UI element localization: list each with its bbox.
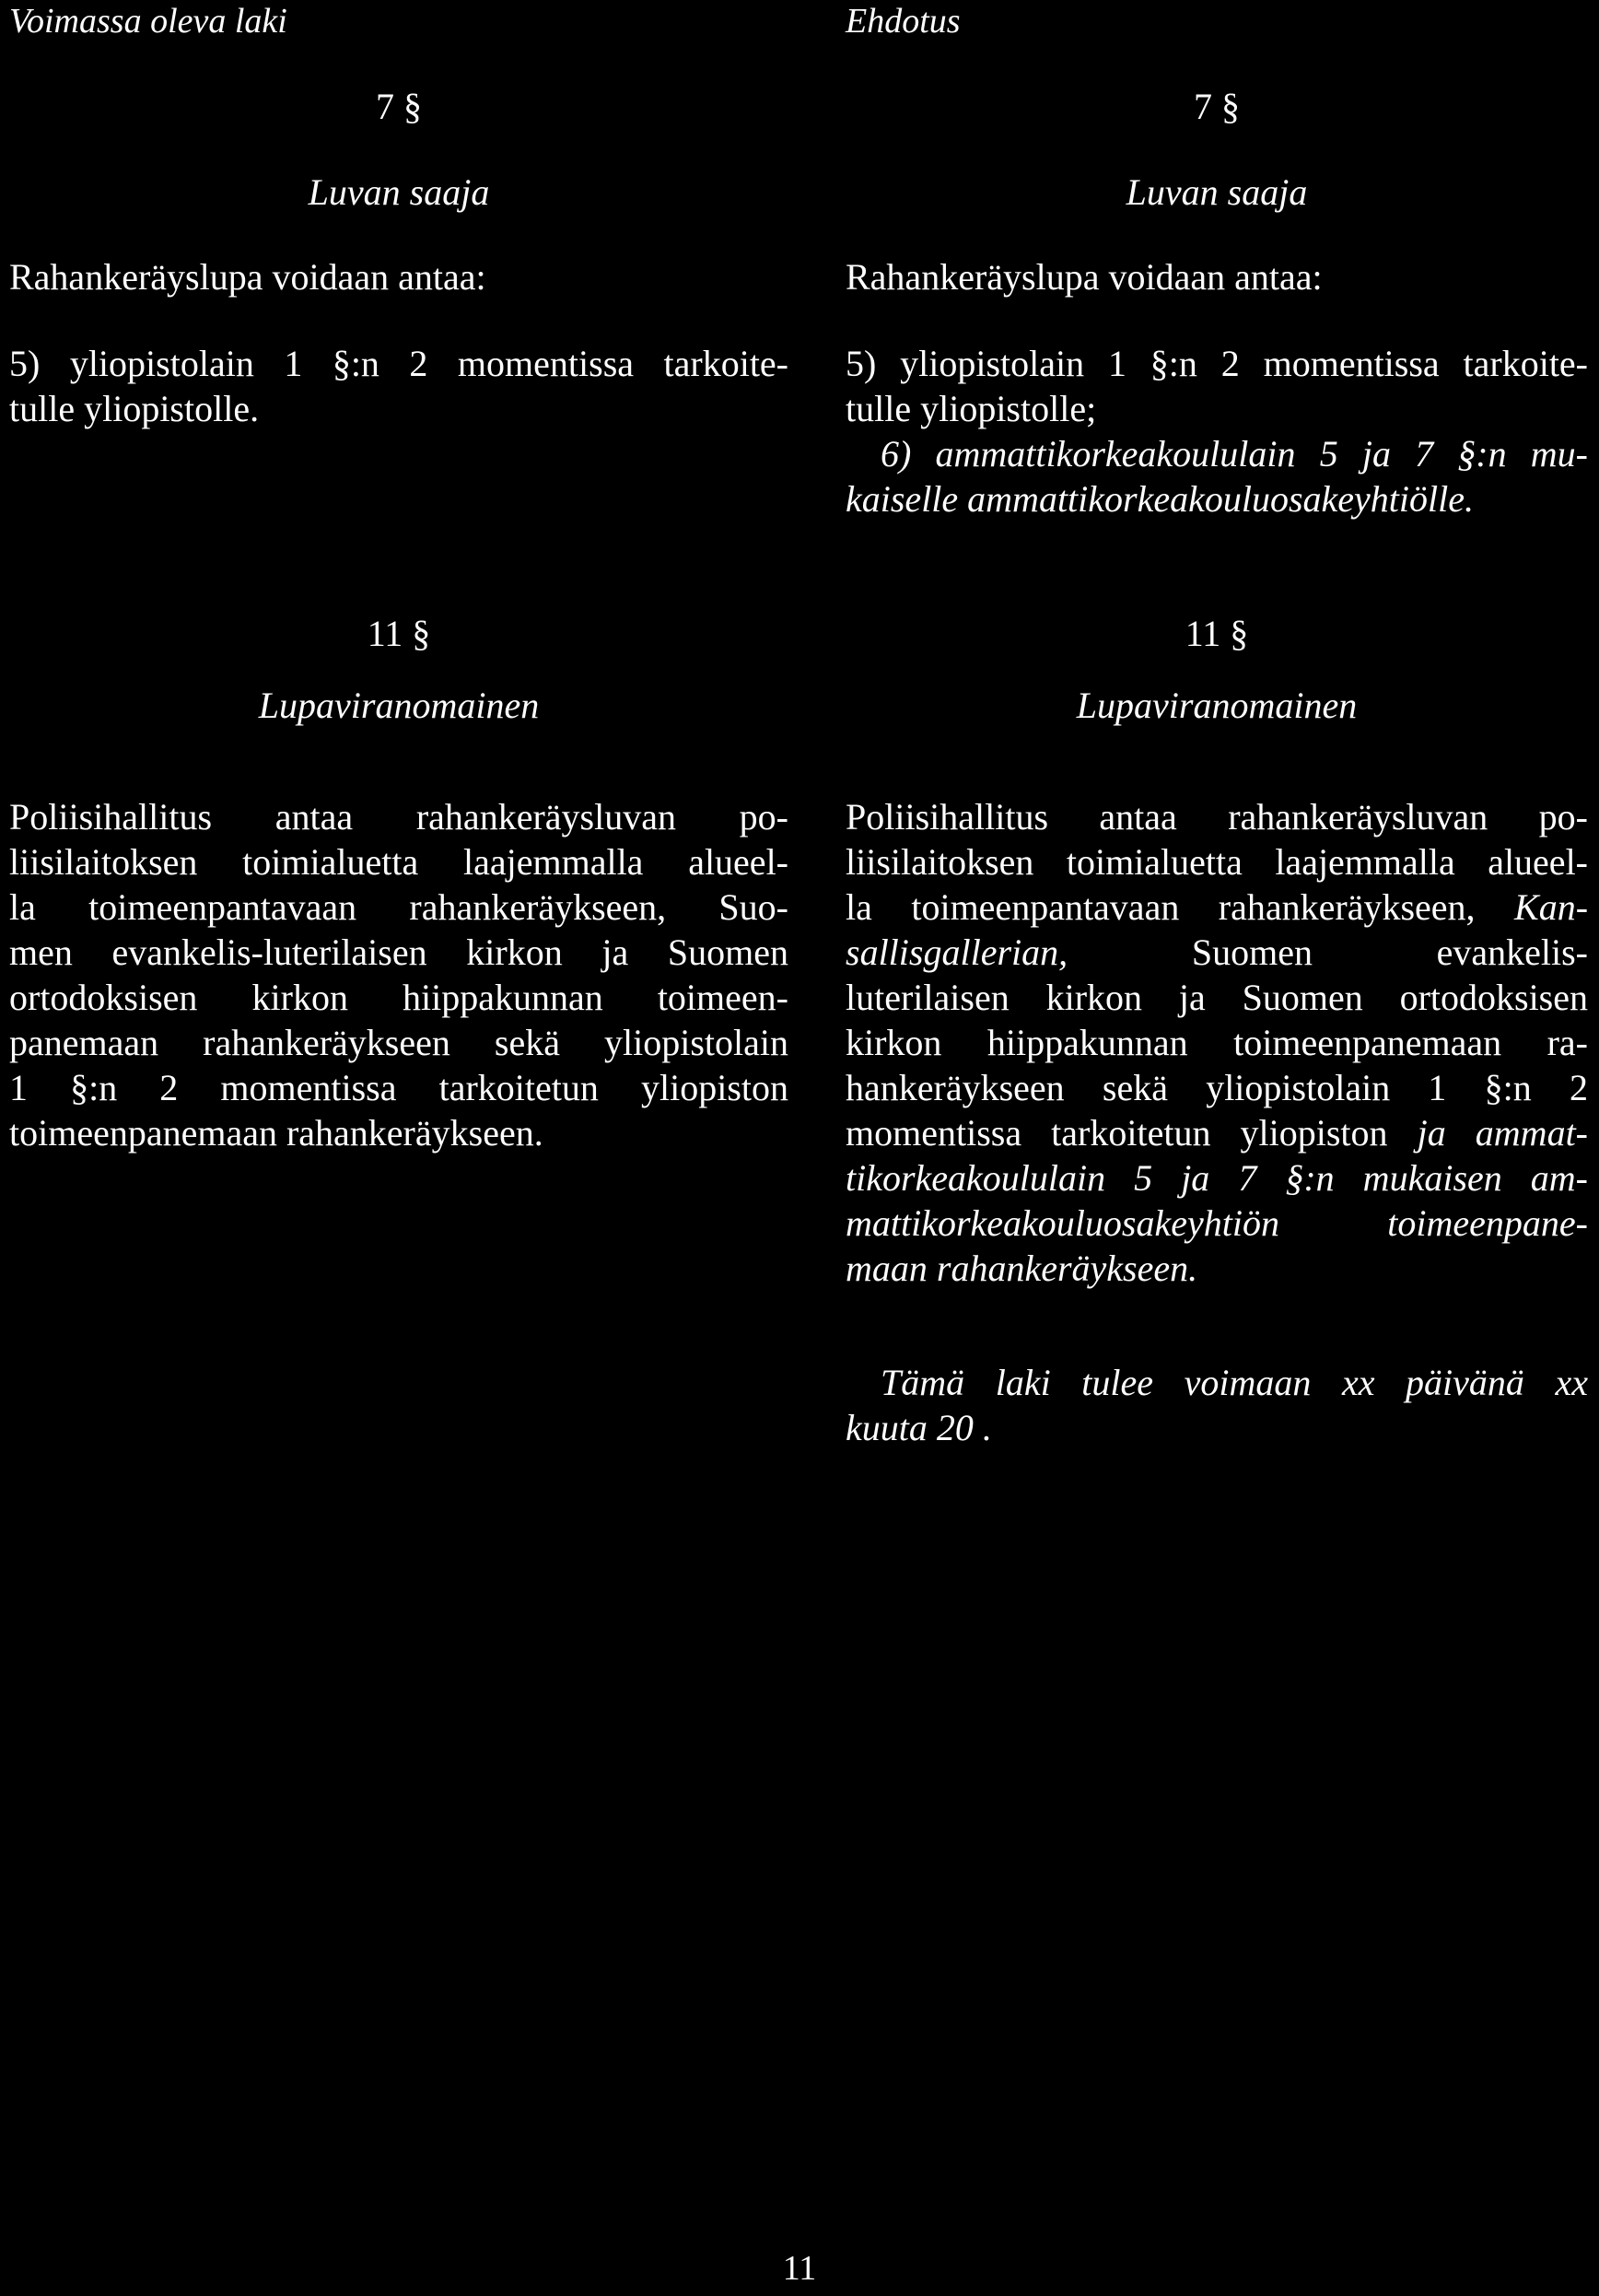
- text-line: la toimeenpantavaan rahankeräykseen, Suo-: [9, 886, 788, 928]
- text-line: ortodoksisen kirkon hiippakunnan toimeen-: [9, 977, 788, 1018]
- text-span: Suomen evankelis-: [1191, 931, 1588, 973]
- left-section-7-title: Luvan saaja: [308, 171, 490, 213]
- page-number: 11: [782, 2249, 817, 2288]
- text-line: kaiselle ammattikorkeakouluosakeyhtiölle.: [846, 478, 1475, 520]
- text-line: tulle yliopistolle.: [9, 388, 260, 429]
- right-section-11-body: [846, 794, 1588, 1291]
- left-column-header: Voimassa oleva laki: [9, 2, 287, 41]
- right-column-header: Ehdotus: [846, 2, 961, 41]
- text-line: liisilaitoksen toimialuetta laajemmalla alueel-: [846, 841, 1588, 883]
- text-line: luterilaisen kirkon ja Suomen ortodoksisen: [846, 977, 1588, 1018]
- text-line: 5) yliopistolain 1 §:n 2 momentissa tarkoite-: [846, 343, 1588, 384]
- right-section-7-title: Luvan saaja: [1126, 171, 1308, 213]
- right-entry-into-force: [846, 1360, 1588, 1450]
- text-line: tulle yliopistolle;: [846, 388, 1097, 429]
- left-section-11-number: 11 §: [367, 613, 431, 654]
- text-line: 6) ammattikorkeakoululain 5 ja 7 §:n mu-: [881, 433, 1588, 474]
- text-line: men evankelis-luterilaisen kirkon ja Suomen: [9, 931, 788, 973]
- text-line: [846, 930, 1588, 975]
- text-line: [846, 1110, 1588, 1155]
- text-span-italic: sallisgallerian,: [846, 931, 1068, 973]
- text-line: [846, 884, 1588, 930]
- text-line: Poliisihallitus antaa rahankeräysluvan po-: [9, 796, 788, 838]
- text-line: liisilaitoksen toimialuetta laajemmalla alueel-: [9, 841, 788, 883]
- right-section-7-items: [846, 341, 1588, 521]
- text-line: kuuta 20 .: [846, 1407, 992, 1448]
- right-section-11-number: 11 §: [1185, 613, 1249, 654]
- left-section-11-title: Lupaviranomainen: [258, 685, 540, 726]
- text-line: Poliisihallitus antaa rahankeräysluvan po-: [846, 796, 1588, 838]
- text-line: Tämä laki tulee voimaan xx päivänä xx: [881, 1362, 1588, 1403]
- left-section-7-intro: Rahankeräyslupa voidaan antaa:: [9, 256, 486, 298]
- text-line: tikorkeakoululain 5 ja 7 §:n mukaisen am-: [846, 1157, 1588, 1199]
- text-line: 1 §:n 2 momentissa tarkoitetun yliopiston: [9, 1067, 788, 1108]
- right-section-11-title: Lupaviranomainen: [1076, 685, 1358, 726]
- text-span-italic: Kan-: [1514, 886, 1589, 928]
- right-section-7-intro: Rahankeräyslupa voidaan antaa:: [846, 256, 1323, 298]
- left-section-11-body: [9, 794, 788, 1155]
- text-span: la toimeenpantavaan rahankeräykseen,: [846, 886, 1476, 928]
- left-section-7-item-5: [9, 341, 788, 431]
- text-line: panemaan rahankeräykseen sekä yliopistolain: [9, 1022, 788, 1063]
- text-line: toimeenpanemaan rahankeräykseen.: [9, 1112, 543, 1154]
- text-span: momentissa tarkoitetun yliopiston: [846, 1112, 1388, 1154]
- text-line: mattikorkeakouluosakeyhtiön toimeenpane-: [846, 1202, 1588, 1244]
- text-line: 5) yliopistolain 1 §:n 2 momentissa tarkoite-: [9, 343, 788, 384]
- text-line: hankeräykseen sekä yliopistolain 1 §:n 2: [846, 1067, 1588, 1108]
- text-span-italic: ja ammat-: [1417, 1112, 1588, 1154]
- left-section-7-number: 7 §: [376, 86, 422, 127]
- right-section-7-number: 7 §: [1194, 86, 1240, 127]
- text-line: kirkon hiippakunnan toimeenpanemaan ra-: [846, 1022, 1588, 1063]
- text-line: maan rahankeräykseen.: [846, 1248, 1198, 1289]
